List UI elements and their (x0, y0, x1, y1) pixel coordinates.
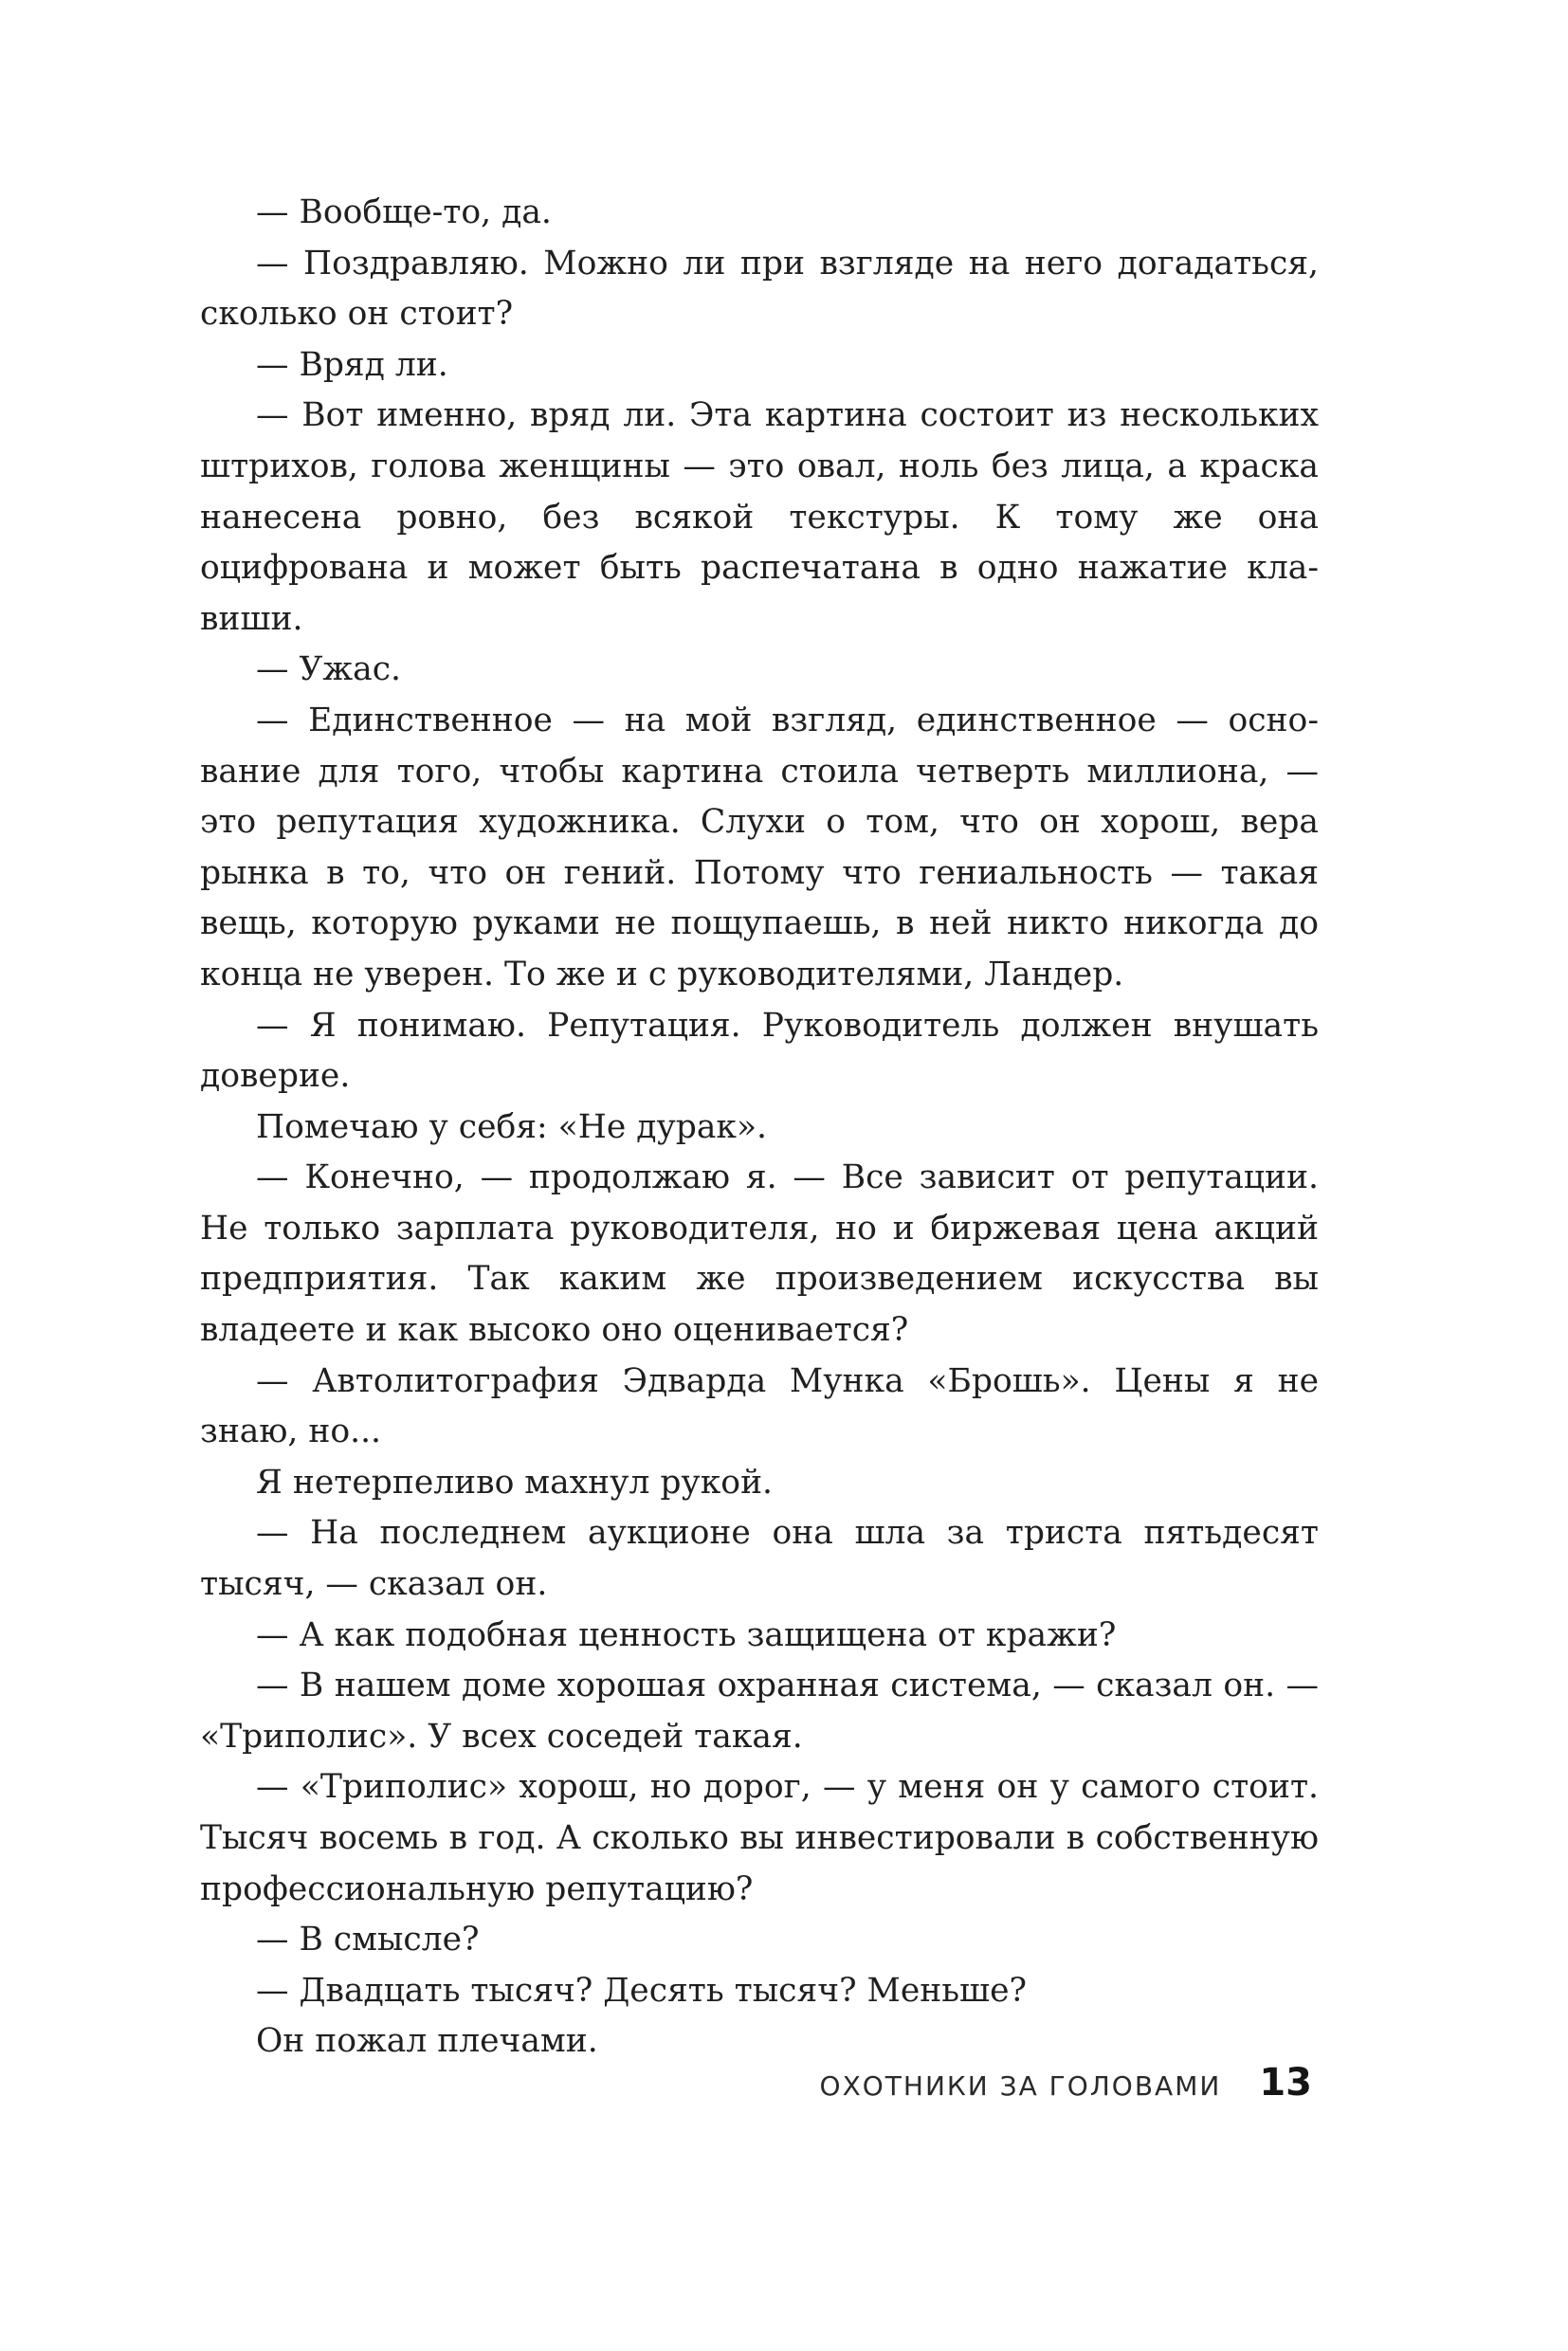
paragraph: — Двадцать тысяч? Десять тысяч? Меньше? (256, 1971, 1028, 2010)
paragraph: — В смысле? (256, 1921, 480, 1959)
paragraph: — Поздравляю. Можно ли при взгляде на него догадаться, сколько он стоит? (200, 244, 1319, 334)
paragraph: Помечаю у себя: «Не дурак». (256, 1107, 768, 1146)
page-footer (820, 2061, 1312, 2105)
paragraph: Я нетерпеливо махнул рукой. (256, 1463, 774, 1502)
paragraph: — Вот именно, вряд ли. Эта картина состоит из нескольких штрихов, голова женщины — это овал, ноль без лица, а краска нанесена ровно, без всякой текстуры. К тому же она оцифрована и может быть распечатана в одно нажатие клавиши. (200, 396, 1319, 638)
paragraph: — Вообще-то, да. (256, 193, 552, 231)
paragraph: — Конечно, — продолжаю я. — Все зависит от репутации. Не только зарплата руководителя, но и биржевая цена акций предприятия. Так каким же произведением искусства вы владеете и как высоко оно оценивается? (200, 1158, 1319, 1350)
paragraph: — Единственное — на мой взгляд, единственное — основание для того, чтобы картина стоила четверть миллиона, — это репутация художника. Слухи о том, что он хорош, вера рынка в то, что он гений. Потому что гениальность — такая вещь, которую руками не пощупаешь, в ней никто никогда до конца не уверен. То же и с руководителями, Ландер. (200, 701, 1319, 993)
paragraph: — Автолитография Эдварда Мунка «Брошь». Цены я не знаю, но... (200, 1361, 1319, 1451)
page-number: 13 (1259, 2061, 1312, 2105)
body-text (200, 188, 1319, 2068)
paragraph: — А как подобная ценность защищена от кражи? (256, 1615, 1117, 1654)
paragraph: — Ужас. (256, 650, 401, 689)
paragraph: Он пожал плечами. (256, 2022, 598, 2061)
paragraph: — В нашем доме хорошая охранная система, — сказал он. — «Триполис». У всех соседей такая. (200, 1667, 1319, 1756)
paragraph: — На последнем аукционе она шла за триста пятьдесят тысяч, — сказал он. (200, 1514, 1319, 1604)
running-title: ОХОТНИКИ ЗА ГОЛОВАМИ (819, 2070, 1222, 2102)
paragraph: — Вряд ли. (256, 345, 448, 384)
paragraph: — Я понимаю. Репутация. Руководитель должен внушать доверие. (200, 1006, 1319, 1096)
paragraph: — «Триполис» хорош, но дорог, — у меня он у самого стоит. Тысяч восемь в год. А сколько вы инвестировали в собственную профессиональную репутацию? (200, 1768, 1319, 1908)
